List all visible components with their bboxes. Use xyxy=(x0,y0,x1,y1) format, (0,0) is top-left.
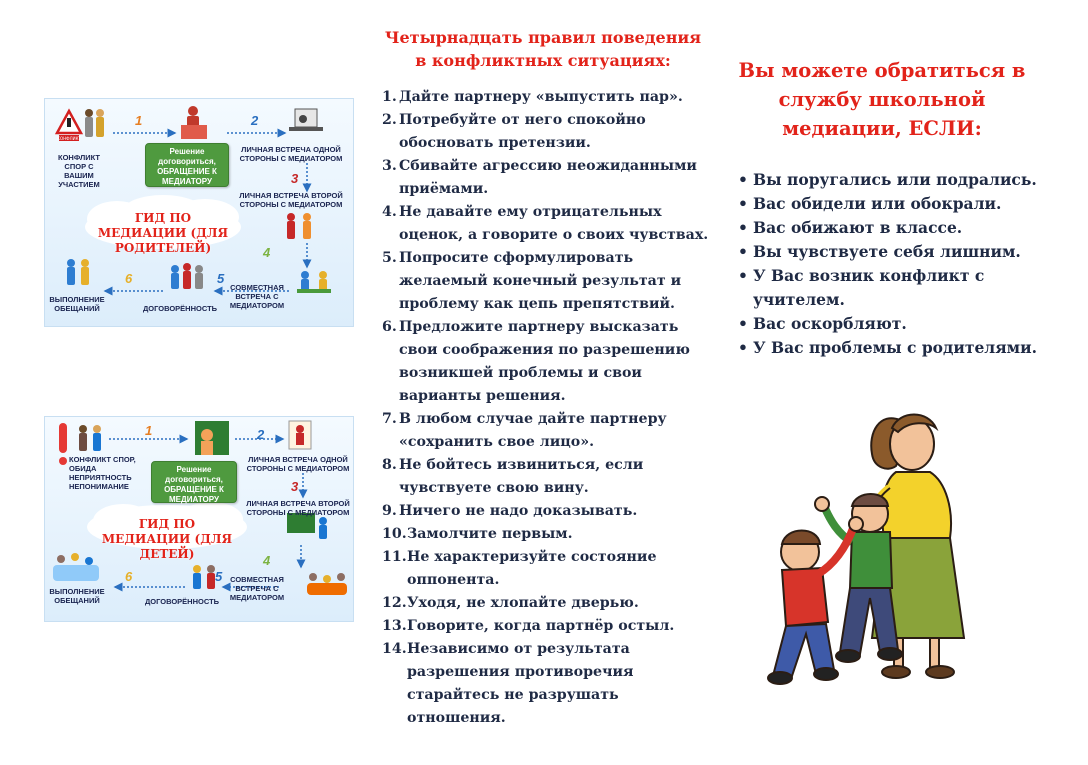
step-fulfillment-label: ВЫПОЛНЕНИЕ ОБЕЩАНИЙ xyxy=(49,295,105,313)
rule-item: 8. Не бойтесь извиниться, если чувствуете свою вину. xyxy=(382,457,644,496)
kids-meeting-icon xyxy=(289,421,311,449)
rule-item: 4. Не давайте ему отрицательных оценок, а говорите о своих чувствах. xyxy=(382,204,709,243)
step-joint-meeting-label: СОВМЕСТНАЯ ВСТРЕЧА С МЕДИАТОРОМ xyxy=(229,575,285,602)
rule-item: 2. Потребуйте от него спокойно обосновать претензии. xyxy=(382,112,646,151)
warning-sign-icon xyxy=(57,111,81,141)
step-meeting-two-label: ЛИЧНАЯ ВСТРЕЧА ВТОРОЙ СТОРОНЫ С МЕДИАТОРОМ xyxy=(246,499,350,517)
step-fulfillment-label: ВЫПОЛНЕНИЕ ОБЕЩАНИЙ xyxy=(49,587,105,605)
step-number: 3 xyxy=(291,479,299,494)
arguing-people-icon xyxy=(85,109,104,137)
svg-text:КОНФЛИКТ: КОНФЛИКТ xyxy=(57,136,81,141)
step-agreement-label: ДОГОВОРЁННОСТЬ xyxy=(144,597,220,606)
rule-item: 3. Сбивайте агрессию неожиданными приёмами. xyxy=(382,158,697,197)
step-conflict-label: КОНФЛИКТ СПОР, ОБИДА НЕПРИЯТНОСТЬ НЕПОНИМАНИЕ xyxy=(69,455,136,491)
crying-kids-icon xyxy=(79,425,101,451)
joint-meeting-icon xyxy=(297,271,331,293)
rule-item: 9. Ничего не надо доказывать. xyxy=(382,503,638,519)
rule-item: 1. Дайте партнеру «выпустить пар». xyxy=(382,89,683,105)
exclamation-icon xyxy=(59,423,67,465)
rule-item: 6. Предложите партнеру высказать свои соображения по разрешению возникшей проблемы и свои варианты решения. xyxy=(382,319,690,404)
kids-group-icon xyxy=(53,553,99,581)
desk-meeting-icon xyxy=(289,109,323,131)
step-number: 5 xyxy=(215,569,223,584)
step-number: 1 xyxy=(145,423,153,438)
rule-item: 5. Попросите сформулировать желаемый конечный результат и проблему как цепь препятствий. xyxy=(382,250,682,312)
step-agreement-label: ДОГОВОРЁННОСТЬ xyxy=(142,304,218,313)
step-number: 6 xyxy=(125,271,133,286)
step-meeting-two-label: ЛИЧНАЯ ВСТРЕЧА ВТОРОЙ СТОРОНЫ С МЕДИАТОРОМ xyxy=(239,191,343,209)
decision-box: Решение договориться, ОБРАЩЕНИЕ К МЕДИАТОРУ xyxy=(145,143,229,187)
case-item: • У Вас возник конфликт с учителем. xyxy=(738,266,985,309)
two-people-icon xyxy=(287,213,311,239)
rule-item: 7. В любом случае дайте партнеру «сохранить свое лицо». xyxy=(382,411,667,450)
fighting-kids-illustration xyxy=(760,402,1000,692)
rule-item: 10. Замолчите первым. xyxy=(382,526,573,542)
case-item: • Вас оскорбляют. xyxy=(738,314,907,333)
rules-title: Четырнадцать правил поведения в конфликтных ситуациях: xyxy=(384,28,702,70)
case-item: • Вы чувствуете себя лишним. xyxy=(738,242,1021,261)
case-item: • У Вас проблемы с родителями. xyxy=(738,338,1038,357)
guide-title-cloud: ГИД ПО МЕДИАЦИИ (ДЛЯ РОДИТЕЛЕЙ) xyxy=(97,211,229,255)
rule-item: 12. Уходя, не хлопайте дверью. xyxy=(382,595,639,611)
teacher-board-icon xyxy=(195,421,229,455)
case-item: • Вас обидели или обокрали. xyxy=(738,194,1002,213)
step-number: 4 xyxy=(263,553,271,568)
decision-box: Решение договориться, ОБРАЩЕНИЕ К МЕДИАТОРУ xyxy=(151,461,237,503)
step-number: 3 xyxy=(291,171,299,186)
step-number: 2 xyxy=(257,427,265,442)
step-joint-meeting-label: СОВМЕСТНАЯ ВСТРЕЧА С МЕДИАТОРОМ xyxy=(229,283,285,310)
step-number: 2 xyxy=(251,113,259,128)
family-icon xyxy=(307,573,347,595)
step-number: 5 xyxy=(217,271,225,286)
rule-item: 11. Не характеризуйте состояние оппонента. xyxy=(382,549,657,588)
agreement-group-icon xyxy=(171,263,203,289)
rule-item: 14. Независимо от результата разрешения противоречия старайтесь не разрушать отношения. xyxy=(382,641,634,726)
case-item: • Вы поругались или подрались. xyxy=(738,170,1037,189)
case-item: • Вас обижают в классе. xyxy=(738,218,963,237)
step-conflict-label: КОНФЛИКТ СПОР С ВАШИМ УЧАСТИЕМ xyxy=(58,153,100,189)
step-meeting-one-label: ЛИЧНАЯ ВСТРЕЧА ОДНОЙ СТОРОНЫ С МЕДИАТОРОМ xyxy=(246,455,350,473)
guide-title-cloud: ГИД ПО МЕДИАЦИИ (ДЛЯ ДЕТЕЙ) xyxy=(101,517,233,561)
mediation-cases-list xyxy=(738,168,1058,360)
mediation-title: Вы можете обратиться в службу школьной медиации, ЕСЛИ: xyxy=(738,59,1026,140)
step-number: 1 xyxy=(135,113,143,128)
handshake-icon xyxy=(67,259,89,285)
step-number: 6 xyxy=(125,569,133,584)
mediator-speaker-icon xyxy=(181,106,207,139)
step-meeting-one-label: ЛИЧНАЯ ВСТРЕЧА ОДНОЙ СТОРОНЫ С МЕДИАТОРОМ xyxy=(239,145,343,163)
step-number: 4 xyxy=(263,245,271,260)
rule-item: 13. Говорите, когда партнёр остыл. xyxy=(382,618,675,634)
rules-list xyxy=(382,86,712,730)
kids-agreement-icon xyxy=(193,565,215,589)
mediation-guide-parents xyxy=(44,98,354,327)
mediation-guide-kids xyxy=(44,416,354,622)
